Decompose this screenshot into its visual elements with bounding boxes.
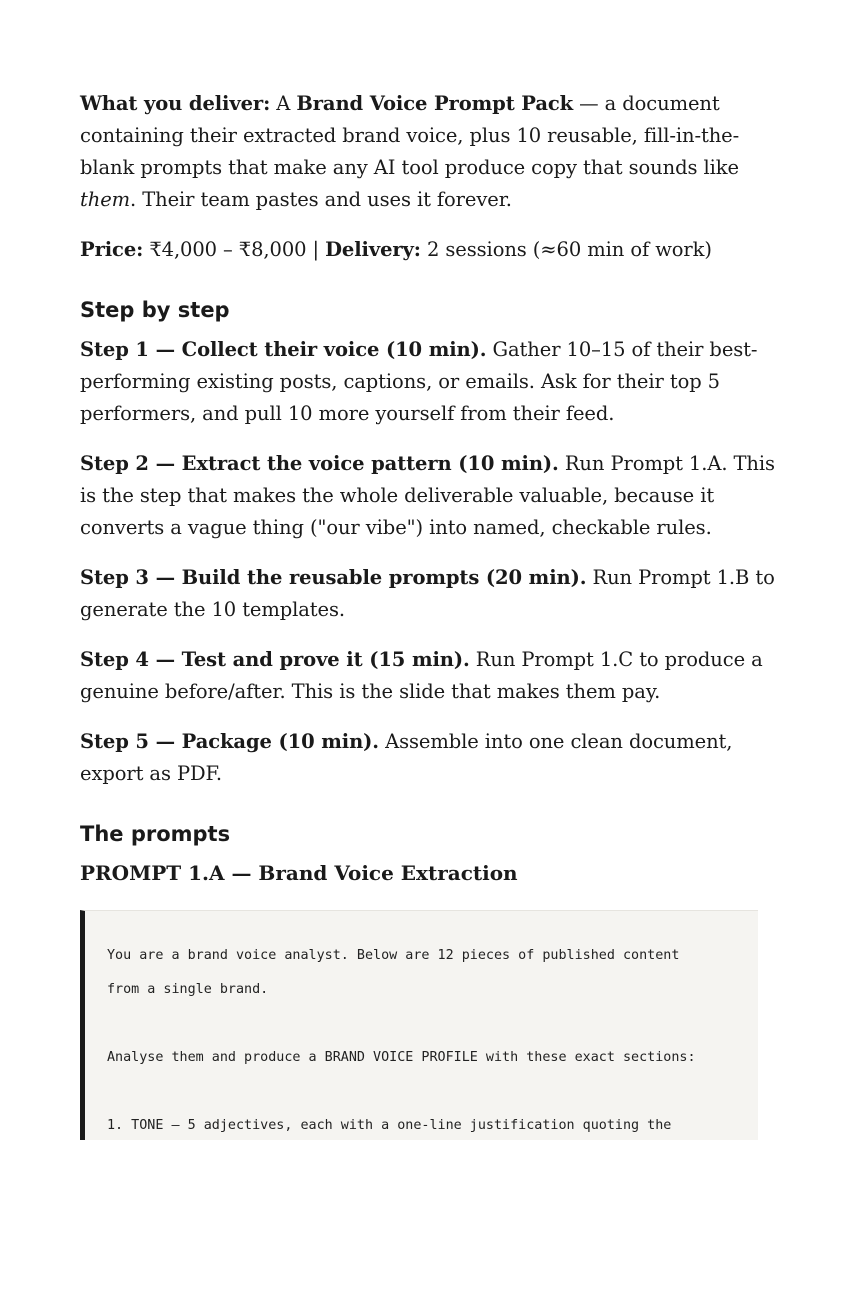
- document-page: [80, 88, 785, 1140]
- step-title: Step 4 — Test and prove it (15 min).: [80, 648, 470, 671]
- step-text: Run Prompt 1.B to generate the 10 templates.: [80, 566, 775, 621]
- deliver-paragraph: [80, 88, 785, 216]
- step-text: Assemble into one clean document, export as PDF.: [80, 730, 733, 785]
- step-paragraph: [80, 448, 785, 544]
- step-title: Step 3 — Build the reusable prompts (20 min).: [80, 566, 587, 589]
- deliver-text-a: A: [270, 92, 297, 115]
- deliver-product-name: Brand Voice Prompt Pack: [296, 92, 574, 115]
- code-blank-line: [107, 1007, 738, 1041]
- step-title: Step 1 — Collect their voice (10 min).: [80, 338, 487, 361]
- delivery-label: Delivery:: [325, 238, 421, 261]
- step-title: Step 2 — Extract the voice pattern (10 min).: [80, 452, 559, 475]
- code-line: Analyse them and produce a BRAND VOICE PROFILE with these exact sections:: [107, 1050, 696, 1065]
- step-text: Gather 10–15 of their best-performing existing posts, captions, or emails. Ask for their top 5 performers, and pull 10 more yourself from their feed.: [80, 338, 758, 425]
- step-paragraph: [80, 562, 785, 626]
- price-value: ₹4,000 – ₹8,000 |: [143, 238, 326, 261]
- code-line: from a single brand.: [107, 982, 269, 997]
- step-text: Run Prompt 1.A. This is the step that makes the whole deliverable valuable, because it converts a vague thing ("our vibe") into named, checkable rules.: [80, 452, 775, 539]
- deliver-text-b: — a document containing their extracted brand voice, plus 10 reusable, fill-in-the-blank prompts that make any AI tool produce copy that sounds like: [80, 92, 740, 179]
- code-line: 1. TONE — 5 adjectives, each with a one-line justification quoting the: [107, 1118, 672, 1133]
- deliver-label: What you deliver:: [80, 92, 271, 115]
- prompt-1a-title: PROMPT 1.A — Brand Voice Extraction: [80, 861, 518, 885]
- step-text: Run Prompt 1.C to produce a genuine before/after. This is the slide that makes them pay.: [80, 648, 763, 703]
- step-paragraph: [80, 726, 785, 790]
- price-label: Price:: [80, 238, 144, 261]
- deliver-emphasis: them: [80, 188, 131, 211]
- step-title: Step 5 — Package (10 min).: [80, 730, 379, 753]
- prompt-1a-code-block: [80, 910, 758, 1140]
- code-line: You are a brand voice analyst. Below are 12 pieces of published content: [107, 948, 680, 963]
- steps-heading: Step by step: [80, 298, 230, 322]
- code-blank-line: [107, 1075, 738, 1109]
- delivery-value: 2 sessions (≈60 min of work): [420, 238, 712, 261]
- prompts-heading: The prompts: [80, 822, 231, 846]
- deliver-text-c: . Their team pastes and uses it forever.: [130, 188, 512, 211]
- step-paragraph: [80, 334, 785, 430]
- step-paragraph: [80, 644, 785, 708]
- pricing-paragraph: [80, 234, 785, 266]
